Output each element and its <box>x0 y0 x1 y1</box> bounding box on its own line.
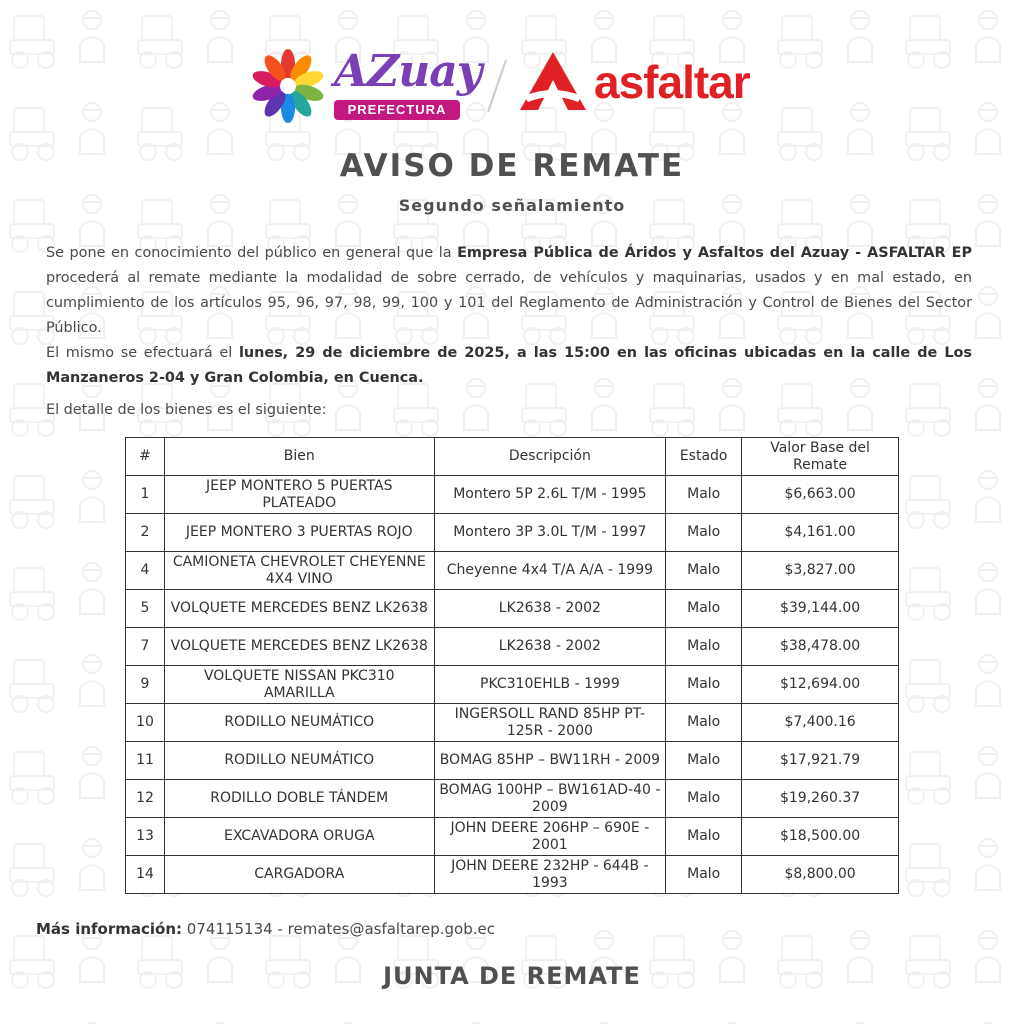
cell-valor: $4,161.00 <box>742 514 899 552</box>
cell-num: 12 <box>126 780 165 818</box>
header-estado: Estado <box>666 438 742 476</box>
intro-paragraph <box>46 241 972 341</box>
table-header-row <box>126 438 899 476</box>
cell-bien: EXCAVADORA ORUGA <box>164 818 434 856</box>
prefectura-badge: PREFECTURA <box>334 100 460 120</box>
table-row <box>126 704 899 742</box>
cell-valor: $18,500.00 <box>742 818 899 856</box>
cell-valor: $12,694.00 <box>742 666 899 704</box>
table-row <box>126 514 899 552</box>
page-subtitle: Segundo señalamiento <box>398 196 626 215</box>
cell-estado: Malo <box>666 704 742 742</box>
cell-descripcion: Montero 3P 3.0L T/M - 1997 <box>434 514 666 552</box>
cell-estado: Malo <box>666 818 742 856</box>
table-row <box>126 590 899 628</box>
cell-estado: Malo <box>666 514 742 552</box>
cell-bien: VOLQUETE MERCEDES BENZ LK2638 <box>164 590 434 628</box>
cell-estado: Malo <box>666 856 742 894</box>
table-row <box>126 628 899 666</box>
logo-divider <box>482 56 512 116</box>
cell-valor: $19,260.37 <box>742 780 899 818</box>
cell-num: 13 <box>126 818 165 856</box>
cell-estado: Malo <box>666 552 742 590</box>
info-separator: - <box>272 920 288 938</box>
cell-valor: $7,400.16 <box>742 704 899 742</box>
header-valor: Valor Base del Remate <box>742 438 899 476</box>
cell-bien: RODILLO NEUMÁTICO <box>164 704 434 742</box>
cell-bien: JEEP MONTERO 5 PUERTAS PLATEADO <box>164 476 434 514</box>
cell-num: 1 <box>126 476 165 514</box>
cell-estado: Malo <box>666 742 742 780</box>
cell-descripcion: Cheyenne 4x4 T/A A/A - 1999 <box>434 552 666 590</box>
table-row <box>126 818 899 856</box>
cell-descripcion: BOMAG 100HP – BW161AD-40 - 2009 <box>434 780 666 818</box>
cell-descripcion: INGERSOLL RAND 85HP PT-125R - 2000 <box>434 704 666 742</box>
azuay-prefectura-logo <box>248 44 482 124</box>
table-row <box>126 666 899 704</box>
cell-estado: Malo <box>666 628 742 666</box>
table-row <box>126 856 899 894</box>
azuay-sunburst-icon <box>248 44 332 124</box>
more-info <box>36 920 495 938</box>
header-bien: Bien <box>164 438 434 476</box>
cell-estado: Malo <box>666 780 742 818</box>
cell-descripcion: BOMAG 85HP – BW11RH - 2009 <box>434 742 666 780</box>
cell-descripcion: JOHN DEERE 206HP – 690E - 2001 <box>434 818 666 856</box>
cell-valor: $39,144.00 <box>742 590 899 628</box>
cell-estado: Malo <box>666 590 742 628</box>
intro-text-end: procederá al remate mediante la modalidad de sobre cerrado, de vehículos y maquinarias, usados y en mal estado, en cumplimiento de los artículos 95, 96, 97, 98, 99, 100 y 101 del Reglamento de Administración y Control de Bienes del Sector Público. <box>46 270 972 336</box>
azuay-logo-text: AZuay <box>334 46 482 97</box>
intro-text-start: Se pone en conocimiento del público en general que la <box>46 245 458 261</box>
cell-valor: $6,663.00 <box>742 476 899 514</box>
signature: JUNTA DE REMATE <box>383 962 641 990</box>
cell-valor: $17,921.79 <box>742 742 899 780</box>
company-name: Empresa Pública de Áridos y Asfaltos del Azuay - ASFALTAR EP <box>457 245 972 261</box>
cell-descripcion: Montero 5P 2.6L T/M - 1995 <box>434 476 666 514</box>
table-row <box>126 476 899 514</box>
asfaltar-logo <box>516 50 786 114</box>
cell-estado: Malo <box>666 666 742 704</box>
date-location: lunes, 29 de diciembre de 2025, a las 15:00 en las oficinas ubicadas en la calle de Los Manzaneros 2-04 y Gran Colombia, en Cuenca. <box>46 345 972 386</box>
assets-table <box>125 437 899 894</box>
header-descripcion: Descripción <box>434 438 666 476</box>
table-row <box>126 780 899 818</box>
more-info-label: Más información: <box>36 920 183 938</box>
table-row <box>126 552 899 590</box>
phone-number[interactable]: 074115134 <box>186 920 273 938</box>
cell-num: 7 <box>126 628 165 666</box>
asfaltar-logo-text: asfaltar <box>594 56 750 108</box>
table-row <box>126 742 899 780</box>
cell-valor: $8,800.00 <box>742 856 899 894</box>
cell-valor: $3,827.00 <box>742 552 899 590</box>
cell-num: 2 <box>126 514 165 552</box>
email-link[interactable]: remates@asfaltarep.gob.ec <box>287 920 495 938</box>
cell-bien: RODILLO DOBLE TÁNDEM <box>164 780 434 818</box>
cell-descripcion: LK2638 - 2002 <box>434 590 666 628</box>
header-num: # <box>126 438 165 476</box>
page-title: AVISO DE REMATE <box>339 148 685 184</box>
asfaltar-a-icon <box>516 50 590 114</box>
cell-num: 14 <box>126 856 165 894</box>
date-text-start: El mismo se efectuará el <box>46 345 239 361</box>
date-paragraph <box>46 341 972 391</box>
cell-bien: CARGADORA <box>164 856 434 894</box>
cell-descripcion: PKC310EHLB - 1999 <box>434 666 666 704</box>
cell-descripcion: JOHN DEERE 232HP - 644B - 1993 <box>434 856 666 894</box>
cell-descripcion: LK2638 - 2002 <box>434 628 666 666</box>
cell-bien: CAMIONETA CHEVROLET CHEYENNE 4X4 VINO <box>164 552 434 590</box>
cell-valor: $38,478.00 <box>742 628 899 666</box>
cell-num: 5 <box>126 590 165 628</box>
cell-num: 4 <box>126 552 165 590</box>
cell-estado: Malo <box>666 476 742 514</box>
cell-num: 10 <box>126 704 165 742</box>
cell-bien: VOLQUETE MERCEDES BENZ LK2638 <box>164 628 434 666</box>
cell-bien: VOLQUETE NISSAN PKC310 AMARILLA <box>164 666 434 704</box>
detail-intro: El detalle de los bienes es el siguiente: <box>46 402 327 418</box>
cell-num: 11 <box>126 742 165 780</box>
cell-bien: JEEP MONTERO 3 PUERTAS ROJO <box>164 514 434 552</box>
cell-num: 9 <box>126 666 165 704</box>
cell-bien: RODILLO NEUMÁTICO <box>164 742 434 780</box>
